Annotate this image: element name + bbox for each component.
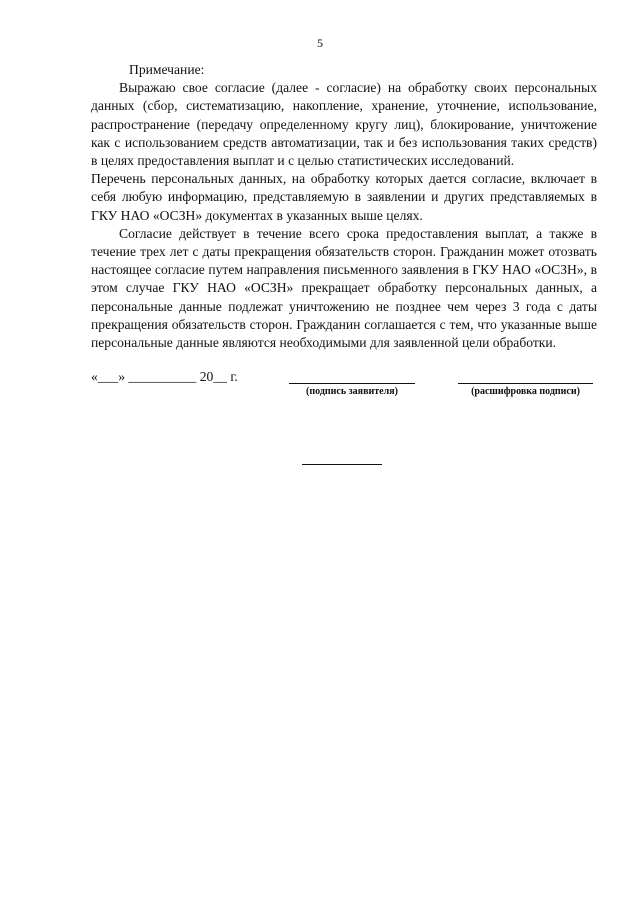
consent-paragraph: Выражаю свое согласие (далее - согласие) на обработку своих персональных данных (сбор, систематизацию, накопление, хранение, уточнение, использование, распространение (передачу определенному кругу лиц), блокирование, уничтожение как с использованием средств автоматизации, так и без использования таких средств) в целях предоставления выплат и с целью статистических исследований. — [91, 80, 597, 169]
date-field: «___» __________ 20__ г. — [91, 369, 238, 384]
page-number: 5 — [317, 36, 323, 50]
signature-decoding-line — [458, 383, 593, 384]
end-rule — [302, 464, 382, 465]
applicant-signature-caption: (подпись заявителя) — [306, 386, 398, 397]
signature-row — [91, 369, 601, 409]
personal-data-list-paragraph: Перечень персональных данных, на обработку которых дается согласие, включает в себя любую информацию, представляемую в заявлении и других представляемых в ГКУ НАО «ОСЗН» документах в указанных выше целях. — [91, 171, 597, 223]
signature-decoding-caption: (расшифровка подписи) — [471, 386, 580, 397]
consent-term-paragraph: Согласие действует в течение всего срока предоставления выплат, а также в течение трех лет с даты прекращения обязательств сторон. Гражданин может отозвать настоящее согласие путем направления письменного заявления в ГКУ НАО «ОСЗН», в этом случае ГКУ НАО «ОСЗН» прекращает обработку персональных данных, а персональные данные подлежат уничтожению не позднее чем через 3 года с даты прекращения обязательств сторон. Гражданин соглашается с тем, что указанные выше персональные данные являются необходимыми для заявленной цели обработки. — [91, 225, 597, 351]
applicant-signature-line — [289, 383, 415, 384]
note-section — [91, 61, 597, 352]
note-title: Примечание: — [129, 62, 205, 77]
